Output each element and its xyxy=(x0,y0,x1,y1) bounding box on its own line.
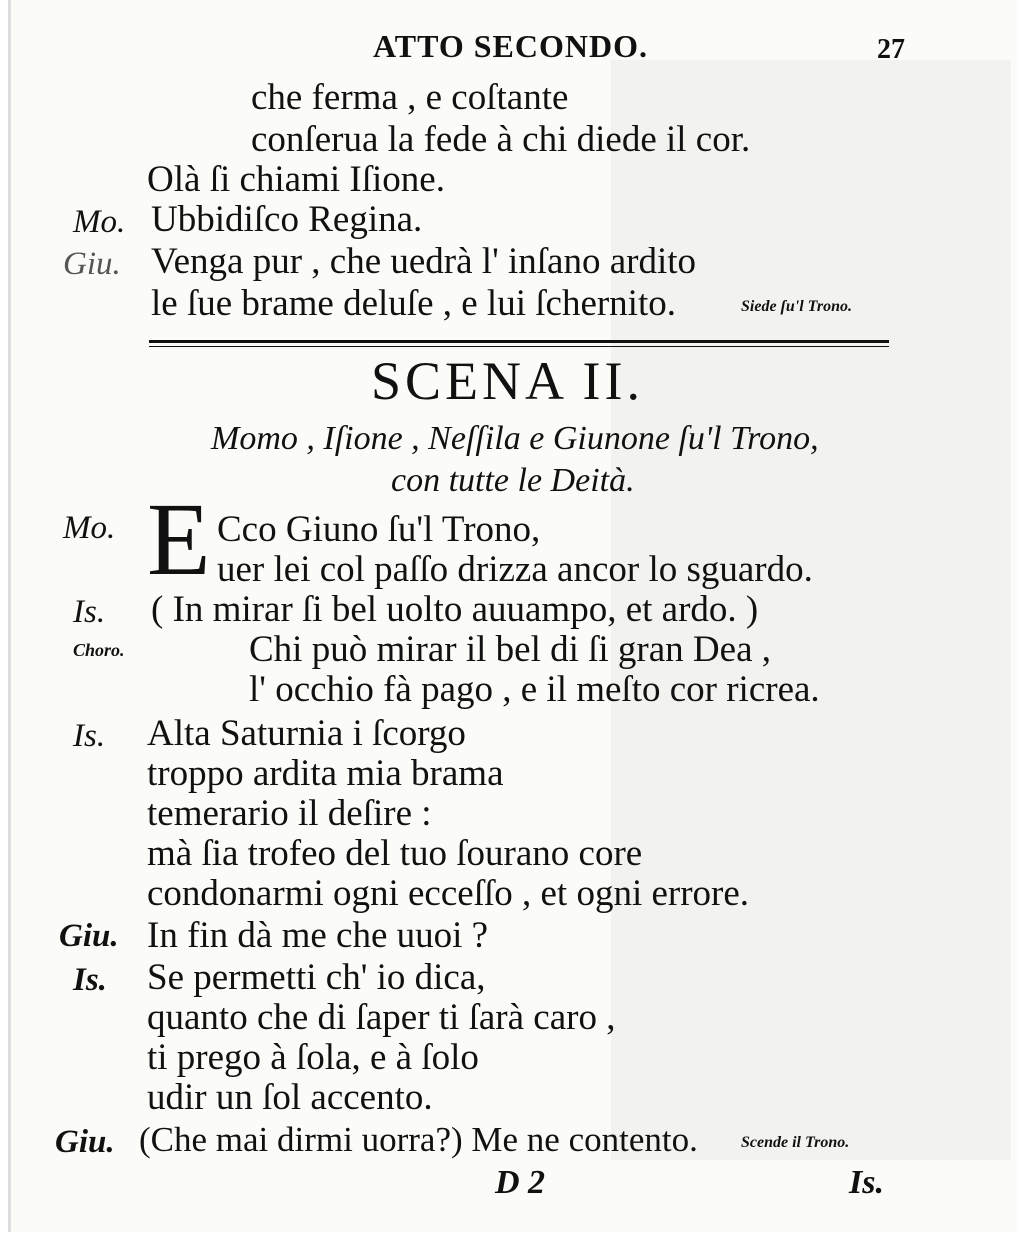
verse-line: uer lei col paſſo drizza ancor lo sguardo. xyxy=(217,549,813,590)
speaker-label: Giu. xyxy=(55,1124,115,1160)
verse-line: temerario il deſire : xyxy=(147,793,432,834)
signature-mark: D 2 xyxy=(495,1164,546,1201)
verse-line: Venga pur , che uedrà l' inſano ardito xyxy=(151,241,697,282)
speaker-label: Choro. xyxy=(73,640,125,660)
section-rule-thin xyxy=(149,346,889,347)
cast-list: Momo , Iſione , Neſſila e Giunone ſu'l Trono, xyxy=(211,420,819,457)
catchword: Is. xyxy=(849,1164,884,1201)
verse-line: Se permetti ch' io dica, xyxy=(147,957,486,998)
verse-line: udir un ſol accento. xyxy=(147,1077,433,1118)
verse-line: Alta Saturnia i ſcorgo xyxy=(147,713,466,754)
verse-line: In fin dà me che uuoi ? xyxy=(147,915,489,956)
cast-list: con tutte le Deità. xyxy=(391,462,635,499)
verse-line: che ferma , e coſtante xyxy=(251,77,569,118)
stage-direction: Siede ſu'l Trono. xyxy=(741,298,852,315)
book-page xyxy=(8,0,1017,1232)
verse-line: (Che mai dirmi uorra?) Me ne contento. xyxy=(139,1120,698,1159)
speaker-label: Is. xyxy=(73,962,107,998)
verse-line: condonarmi ogni ecceſſo , et ogni errore. xyxy=(147,873,750,914)
verse-line: l' occhio fà pago , e il meſto cor ricrea. xyxy=(249,669,820,710)
verse-line: Chi può mirar il bel di ſi gran Dea , xyxy=(249,629,771,670)
verse-line: Cco Giuno ſu'l Trono, xyxy=(217,509,541,550)
speaker-label: Giu. xyxy=(59,918,119,954)
speaker-label: Mo. xyxy=(73,204,126,240)
verse-line: conſerua la fede à chi diede il cor. xyxy=(251,119,751,160)
speaker-label: Is. xyxy=(73,718,106,754)
speaker-label: Is. xyxy=(73,594,106,630)
verse-line: Olà ſi chiami Iſione. xyxy=(147,159,445,200)
verse-line: mà ſia trofeo del tuo ſourano core xyxy=(147,833,643,874)
verse-line: ti prego à ſola, e à ſolo xyxy=(147,1037,479,1078)
verse-line: le ſue brame deluſe , e lui ſchernito. xyxy=(151,283,676,324)
verse-line: quanto che di ſaper ti ſarà caro , xyxy=(147,997,616,1038)
speaker-label: Giu. xyxy=(63,246,121,282)
scene-title: SCENA II. xyxy=(371,351,645,411)
verse-line: ( In mirar ſi bel uolto auuampo, et ardo. ) xyxy=(151,589,759,630)
drop-cap: E xyxy=(147,482,211,597)
page-number: 27 xyxy=(877,34,905,65)
section-rule xyxy=(149,340,889,343)
verse-line: troppo ardita mia brama xyxy=(147,753,504,794)
speaker-label: Mo. xyxy=(63,510,116,546)
running-title: ATTO SECONDO. xyxy=(373,28,648,64)
verse-line: Ubbidiſco Regina. xyxy=(151,199,423,240)
stage-direction: Scende il Trono. xyxy=(741,1134,850,1151)
